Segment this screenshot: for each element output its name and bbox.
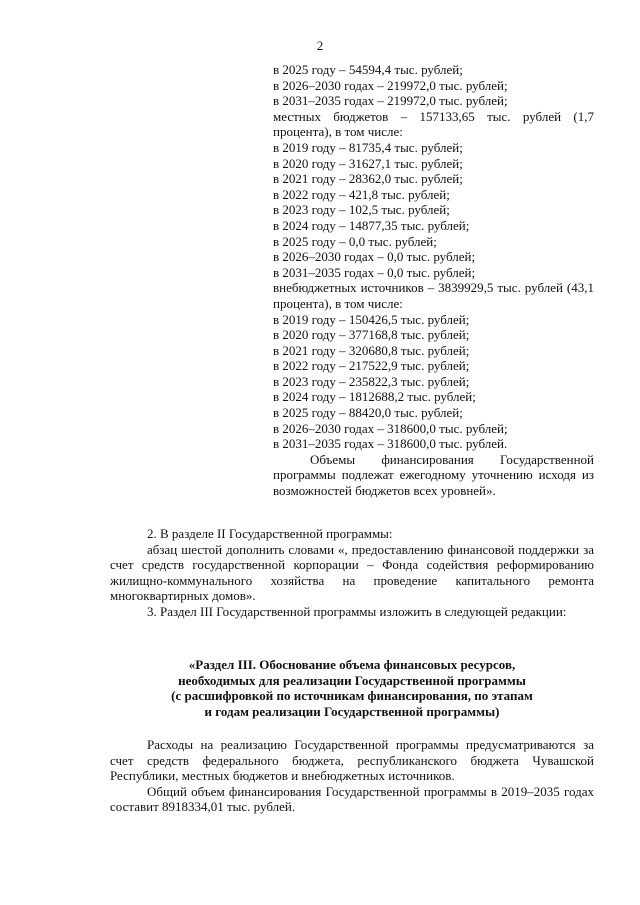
amendment-item-2-text: абзац шестой дополнить словами «, предоставлению финансовой поддержки за счет средств государственной корпорации – Фонда содействия реформированию жилищно-коммунального хозяйства на проведение капитального ремонта многоквартирных домов». [110,541,594,604]
funding-breakdown [273,62,594,499]
funding-line: в 2025 году – 0,0 тыс. рублей; [273,233,437,249]
funding-line: в 2031–2035 годах – 318600,0 тыс. рублей. [273,436,508,452]
amendments [110,526,594,620]
section-heading-line: «Раздел III. Обоснование объема финансовых ресурсов, [188,657,516,672]
funding-line: в 2026–2030 годах – 219972,0 тыс. рублей; [273,77,508,93]
local-budgets-total: местных бюджетов – 157133,65 тыс. рублей (1,7 процента), в том числе: [273,108,594,140]
funding-line: в 2019 году – 81735,4 тыс. рублей; [273,139,463,155]
funding-line: в 2021 году – 28362,0 тыс. рублей; [273,171,463,187]
funding-line: в 2022 году – 217522,9 тыс. рублей; [273,358,470,374]
section-body [110,737,594,815]
funding-line: в 2026–2030 годах – 318600,0 тыс. рублей; [273,420,508,436]
section-heading-line: и годам реализации Государственной программы) [204,703,500,719]
funding-line: в 2020 году – 377168,8 тыс. рублей; [273,327,470,343]
funding-line: в 2024 году – 14877,35 тыс. рублей; [273,217,470,233]
body-paragraph: Расходы на реализацию Государственной программы предусматриваются за счет средств федерального бюджета, республиканского бюджета Чувашской Республики, местных бюджетов и внебюджетных источников. [110,737,594,784]
funding-line: в 2024 году – 1812688,2 тыс. рублей; [273,389,476,405]
funding-line: в 2019 году – 150426,5 тыс. рублей; [273,311,470,327]
section-heading-line: необходимых для реализации Государственной программы [178,672,526,688]
funding-line: в 2020 году – 31627,1 тыс. рублей; [273,155,463,171]
funding-line: в 2023 году – 235822,3 тыс. рублей; [273,373,470,389]
page-number: 2 [316,38,324,53]
funding-line: в 2021 году – 320680,8 тыс. рублей; [273,342,470,358]
funding-line: в 2031–2035 годах – 0,0 тыс. рублей; [273,264,476,280]
amendment-item-2: 2. В разделе II Государственной программы: [147,526,393,541]
funding-line: в 2022 году – 421,8 тыс. рублей; [273,186,450,202]
section-heading-line: (с расшифровкой по источникам финансирования, по этапам [171,688,533,704]
amendment-item-3: 3. Раздел III Государственной программы изложить в следующей редакции: [147,603,567,619]
funding-line: в 2023 году – 102,5 тыс. рублей; [273,202,450,218]
closing-note: Объемы финансирования Государственной программы подлежат ежегодному уточнению исходя из возможностей бюджетов всех уровней». [273,451,594,499]
funding-line: в 2025 году – 54594,4 тыс. рублей; [273,62,463,77]
body-paragraph: Общий объем финансирования Государственной программы в 2019–2035 годах составит 8918334,01 тыс. рублей. [110,783,594,815]
extrabudget-total: внебюджетных источников – 3839929,5 тыс. рублей (43,1 процента), в том числе: [273,280,594,311]
section-heading [110,657,594,719]
funding-line: в 2025 году – 88420,0 тыс. рублей; [273,405,463,421]
funding-line: в 2031–2035 годах – 219972,0 тыс. рублей; [273,93,508,109]
funding-line: в 2026–2030 годах – 0,0 тыс. рублей; [273,249,476,265]
